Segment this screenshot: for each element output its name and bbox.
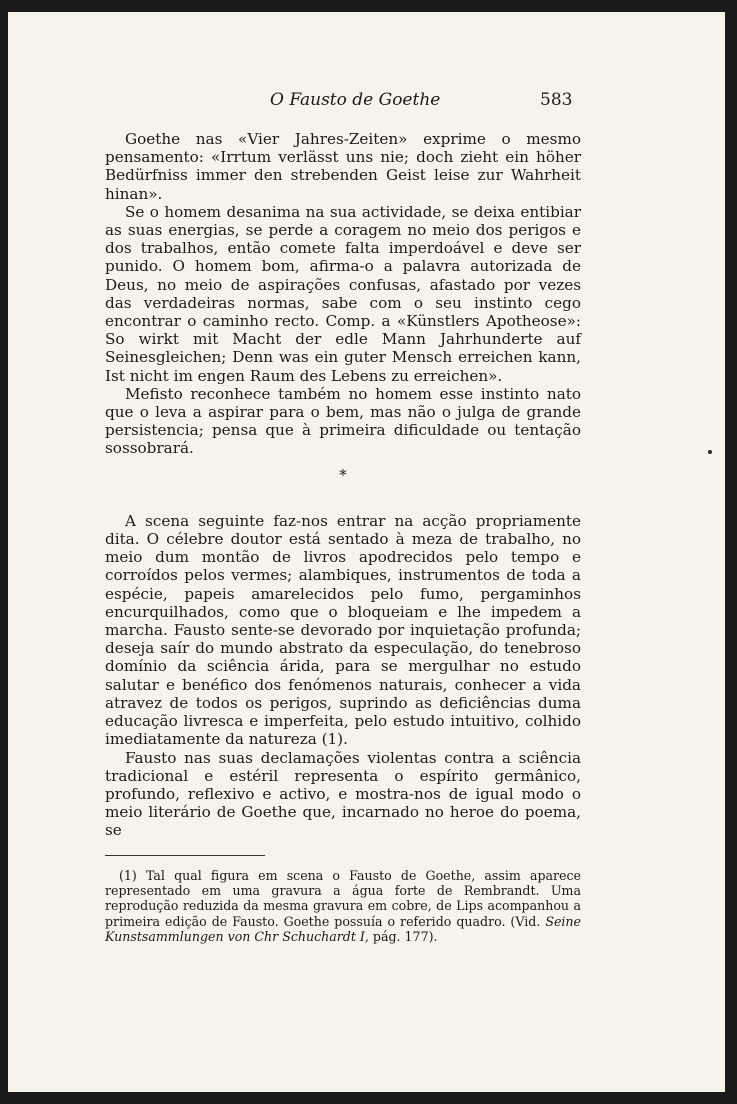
body-text — [105, 130, 581, 840]
paragraph: Goethe nas «Vier Jahres-Zeiten» exprime o mesmo pensamento: «Irrtum verlässt uns nie; doch zieht ein höher Bedürfniss immer den strebenden Geist leise zur Wahrheit hinan». — [105, 130, 581, 203]
footnote — [105, 868, 581, 944]
running-title: O Fausto de Goethe — [270, 90, 441, 110]
section-separator: * — [339, 465, 347, 484]
footnote-work-title: Seine Kunstsammlungen von Chr Schuchardt I, — [105, 913, 582, 944]
page-header — [8, 90, 725, 114]
footnote-rule — [105, 855, 265, 856]
paragraph: Fausto nas suas declamações violentas contra a sciência tradicional e estéril representa o espírito germânico, profundo, reflexivo e activo, e mostra-nos de igual modo o meio literário de Goethe que, incarnado no heroe do poema, se — [105, 748, 581, 840]
paragraph: Mefisto reconhece também no homem esse instinto nato que o leva a aspirar para o bem, mas não o julga de grande persistencia; pensa que à primeira dificuldade ou tentação sossobrará. — [105, 384, 581, 458]
book-page — [8, 12, 725, 1092]
paragraph: A scena seguinte faz-nos entrar na acção propriamente dita. O célebre doutor está sentado à meza de trabalho, no meio dum montão de livros apodrecidos pelo tempo e corroídos pelos vermes; alambiques, instrumentos de toda a espécie, papeis amarelecidos pelo fumo, pergaminhos encurquilhados, como que o bloqueiam e lhe impedem a marcha. Fausto sente-se devorado por inquietação profunda; deseja saír do mundo abstrato da especulação, do tenebroso domínio da sciência árida, para se mergulhar no estudo salutar e benéfico dos fenómenos naturais, conhecer a vida atravez de todos os perigos, suprindo as deficiências duma educação livresca e imperfeita, pelo estudo intuitivo, colhido imediatamente da natureza (1). — [105, 511, 581, 749]
page-number: 583 — [540, 90, 573, 110]
margin-speck — [708, 450, 712, 454]
paragraph: Se o homem desanima na sua actividade, se deixa entibiar as suas energias, se perde a coragem no meio dos perigos e dos trabalhos, então comete falta imperdoável e deve ser punido. O homem bom, afirma-o a palavra autorizada de Deus, no meio de aspirações confusas, afastado por vezes das verdadeiras normas, sabe com o seu instinto cego encontrar o caminho recto. Comp. a «Künstlers Apotheose»: So wirkt mit Macht der edle Mann Jahrhunderte auf Seinesgleichen; Denn was ein guter Mensch erreichen kann, Ist nicht im engen Raum des Lebens zu erreichen». — [105, 202, 581, 385]
footnote-text: (1) Tal qual figura em scena o Fausto de Goethe, assim aparece representado em uma gravura a água forte de Rembrandt. Uma reprodução reduzida da mesma gravura em cobre, de Lips acompanhou a primeira edição de Fausto. Goethe possuía o referido quadro. (Vid. — [105, 868, 581, 929]
footnote-page-ref: pág. 177). — [372, 928, 438, 944]
